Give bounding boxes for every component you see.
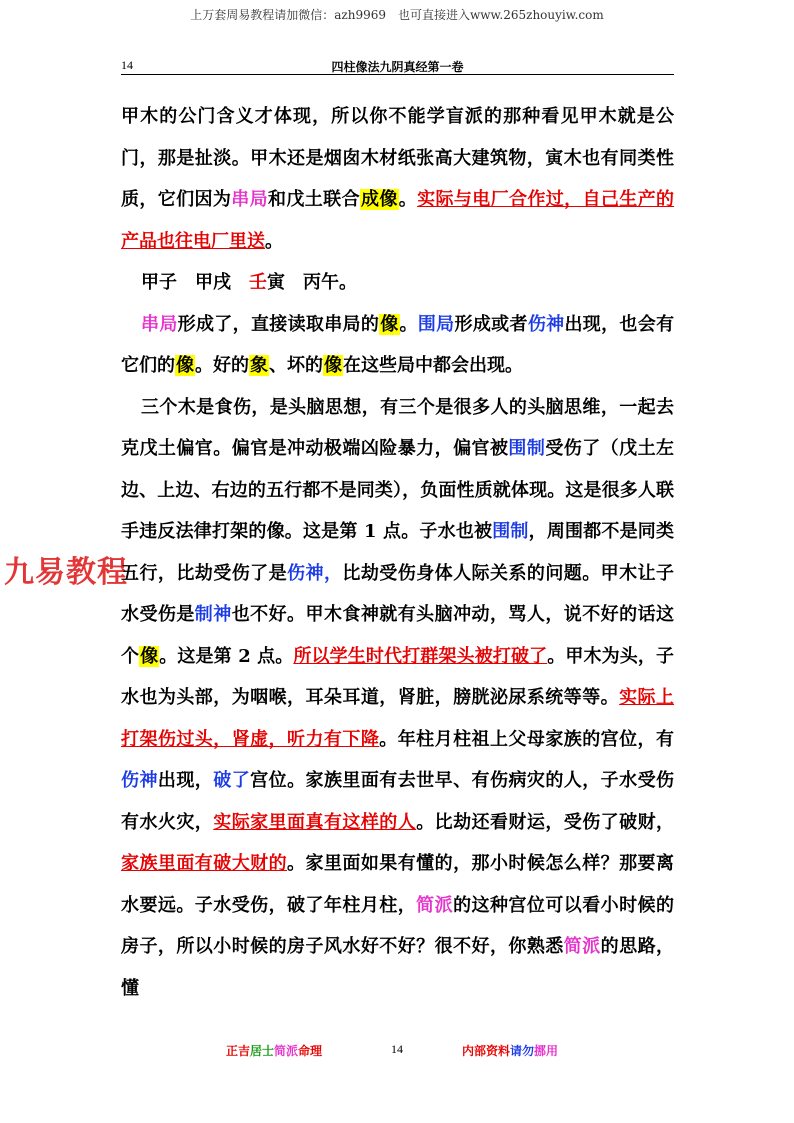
term-chuanju: 串局 — [231, 189, 269, 210]
highlight-xiang: 像 — [140, 645, 159, 667]
text-run: 比劫受伤身体人际关系的问题。甲木让子水受伤是 — [121, 562, 675, 625]
text-run: 三个木是食伤，是头脑思想，有三个是很多人的头脑思维，一起去克戊土偏官。偏官是冲动极端凶险暴力，偏官被 — [121, 396, 674, 459]
text-run: 甲木的公门含义才体现，所以你不能学盲派的那种看见甲木就是公门，那是扯淡。甲木还是烟囱木材纸张高大建筑物，寅木也有同类性质，它们因为 — [121, 106, 674, 210]
paragraph-3 — [121, 304, 674, 387]
footer-text: 内部资料 — [462, 1044, 511, 1058]
text-run: 。 — [399, 313, 418, 335]
highlight-xiang: 像 — [176, 355, 194, 376]
fact-underlined: 家族里面有破大财的 — [121, 853, 288, 874]
term-chuanju: 串局 — [141, 313, 178, 335]
text-run: 出现，也会有它们的 — [121, 313, 675, 376]
fact-underlined: 实际上打架伤过头，肾虚，听力有下降 — [121, 687, 675, 750]
text-run: 。 — [265, 230, 283, 252]
header-title: 四柱像法九阴真经第一卷 — [331, 60, 464, 74]
stem-ren: 壬 — [249, 272, 267, 293]
highlight-xiang: 像 — [380, 313, 399, 335]
text-run: 和戊土联合 — [268, 189, 360, 210]
document-body — [121, 96, 674, 1009]
header-page-number: 14 — [121, 58, 133, 72]
footer-text: 简派 — [274, 1044, 299, 1058]
footer-text: 居士 — [250, 1044, 275, 1058]
highlight-chengxiang: 成像 — [360, 189, 398, 210]
text-run: 的这种宫位可以看小时候的房子，所以小时候的房子风水好不好？很不好，你熟悉 — [121, 894, 675, 957]
footer-right — [462, 1042, 558, 1059]
text-run: 。年柱月柱祖上父母家族的宫位，有 — [379, 728, 675, 750]
footer-text: 正吉 — [226, 1044, 251, 1058]
highlight-xiang: 象 — [250, 355, 268, 376]
term-pole: 破了 — [213, 770, 251, 791]
term-zhishen: 制神 — [194, 604, 232, 625]
footer-text: 请勿 — [510, 1044, 535, 1058]
term-weiju: 围局 — [417, 313, 455, 335]
text-run: 的思路，懂 — [121, 936, 675, 999]
text-run: 形成或者 — [454, 313, 528, 335]
watermark: 九易教程 — [4, 555, 128, 590]
text-run: 。家里面如果有懂的，那小时候怎么样？那要离水要远。子水受伤，破了年柱月柱， — [121, 853, 675, 916]
term-weizhi: 围制 — [508, 438, 546, 459]
term-jianpai: 简派 — [563, 936, 601, 957]
text-run: ，周围都不是同类五行，比劫受伤了是 — [121, 521, 675, 584]
text-run: 。好的 — [195, 355, 249, 376]
footer-text: 挪用 — [534, 1044, 559, 1058]
text-run: 。这是第 2 点。 — [159, 645, 294, 667]
term-shangshen: 伤神 — [527, 313, 565, 335]
text-run: 出现， — [157, 770, 214, 791]
text-run: 甲子 甲戌 — [141, 272, 249, 293]
text-run: 在这些局中都会出现。 — [343, 355, 523, 376]
text-run: 、坏的 — [269, 355, 323, 376]
footer-page-number: 14 — [391, 1042, 403, 1056]
fact-underlined: 所以学生时代打群架头被打破了 — [293, 645, 548, 667]
text-run: 也不好。甲木食神就有头脑冲动，骂人，说不好的话这个 — [121, 604, 675, 667]
text-run: 。甲木为头，子水也为头部，为咽喉，耳朵耳道，肾脏，膀胱泌尿系统等等。 — [121, 645, 675, 708]
term-jianpai: 简派 — [416, 894, 454, 916]
highlight-xiang: 像 — [324, 355, 342, 376]
page-header — [121, 58, 674, 75]
fact-underlined: 实际与电厂合作过，自己生产的产品也往电厂里送 — [121, 189, 675, 252]
term-weizhi: 围制 — [492, 521, 529, 542]
footer-left — [226, 1042, 322, 1059]
term-shangshen: 伤神 — [121, 770, 158, 791]
text-run: 受伤了（戊土左边、上边、右边的五行都不是同类），负面性质就体现。这是很多人联手违反法律打架的像。这是第 1 点。子水也被 — [121, 438, 675, 542]
text-run: 。比劫还看财运，受伤了破财， — [416, 811, 675, 833]
text-run: 宫位。家族里面有去世早、有伤病灾的人，子水受伤有水火灾， — [121, 770, 675, 833]
top-promo-note: 上万套周易教程请加微信：azh9969 也可直接进入www.265zhouyiw.com — [190, 8, 604, 22]
term-shangshen: 伤神， — [287, 562, 343, 584]
text-run: 。 — [398, 189, 418, 210]
text-run: 形成了，直接读取串局的 — [177, 313, 380, 335]
paragraph-2-pillars — [121, 262, 674, 304]
footer-text: 命理 — [298, 1044, 323, 1058]
paragraph-4 — [121, 387, 674, 1010]
page-footer — [0, 1042, 794, 1058]
text-run: 寅 丙午。 — [267, 272, 357, 293]
fact-underlined: 实际家里面真有这样的人 — [213, 811, 417, 833]
paragraph-1 — [121, 96, 674, 262]
